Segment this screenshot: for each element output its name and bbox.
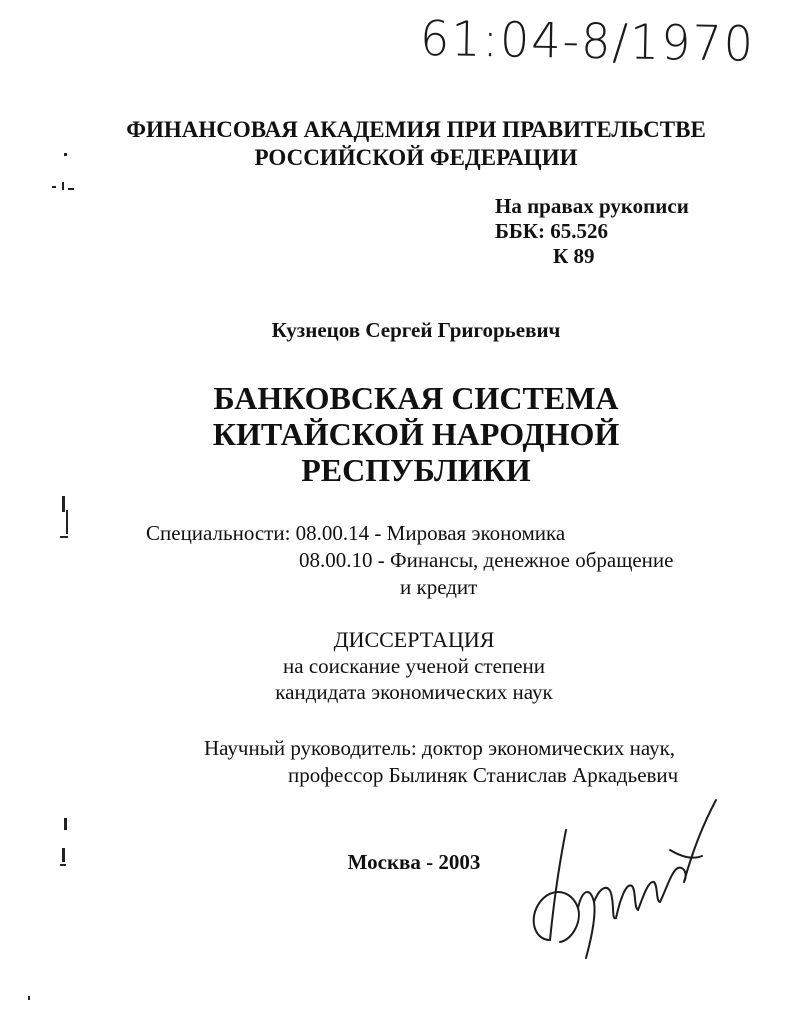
bbk-code: ББК: 65.526 bbox=[495, 219, 608, 243]
advisor-line-2: профессор Былиняк Станислав Аркадьевич bbox=[288, 763, 679, 787]
city-year: Москва - 2003 bbox=[347, 850, 481, 874]
degree-heading: ДИССЕРТАЦИЯ bbox=[333, 627, 495, 652]
rights-block bbox=[495, 194, 689, 269]
author-name: Кузнецов Сергей Григорьевич bbox=[271, 318, 561, 342]
scan-speck bbox=[60, 536, 68, 538]
title-line-2: КИТАЙСКОЙ НАРОДНОЙ bbox=[212, 416, 620, 452]
advisor-line-1: Научный руководитель: доктор экономических наук, bbox=[204, 736, 676, 760]
scan-speck bbox=[60, 864, 66, 866]
specialty-line-2: 08.00.10 - Финансы, денежное обращение bbox=[299, 548, 674, 572]
institution-line-1: ФИНАНСОВАЯ АКАДЕМИЯ ПРИ ПРАВИТЕЛЬСТВЕ bbox=[126, 117, 706, 142]
rights-label: На правах рукописи bbox=[495, 194, 689, 218]
scan-speck bbox=[52, 186, 56, 188]
title-line-1: БАНКОВСКАЯ СИСТЕМА bbox=[213, 380, 619, 416]
specialty-line-1: Специальности: 08.00.14 - Мировая экономика bbox=[146, 521, 566, 545]
specialties-block bbox=[146, 520, 673, 601]
institution-line-2: РОССИЙСКОЙ ФЕДЕРАЦИИ bbox=[254, 145, 578, 170]
advisor-block bbox=[204, 735, 678, 789]
scan-speck bbox=[64, 818, 67, 830]
archive-number: 61:04-8/1970 bbox=[419, 9, 756, 73]
library-index: К 89 bbox=[553, 244, 595, 268]
degree-line-2: на соискание ученой степени bbox=[283, 654, 545, 678]
specialty-line-3: и кредит bbox=[400, 575, 478, 599]
degree-line-3: кандидата экономических наук bbox=[275, 680, 553, 704]
title-line-3: РЕСПУБЛИКИ bbox=[301, 452, 531, 488]
scan-speck bbox=[62, 182, 64, 190]
dissertation-title bbox=[0, 380, 792, 488]
signature-mark bbox=[520, 790, 730, 970]
scan-speck bbox=[68, 188, 74, 190]
scan-speck bbox=[62, 496, 65, 512]
scan-speck bbox=[64, 153, 67, 156]
scan-speck bbox=[28, 996, 30, 1000]
degree-block bbox=[0, 627, 792, 705]
institution-header bbox=[0, 116, 792, 172]
scan-speck bbox=[66, 510, 68, 534]
scan-speck bbox=[62, 848, 65, 862]
